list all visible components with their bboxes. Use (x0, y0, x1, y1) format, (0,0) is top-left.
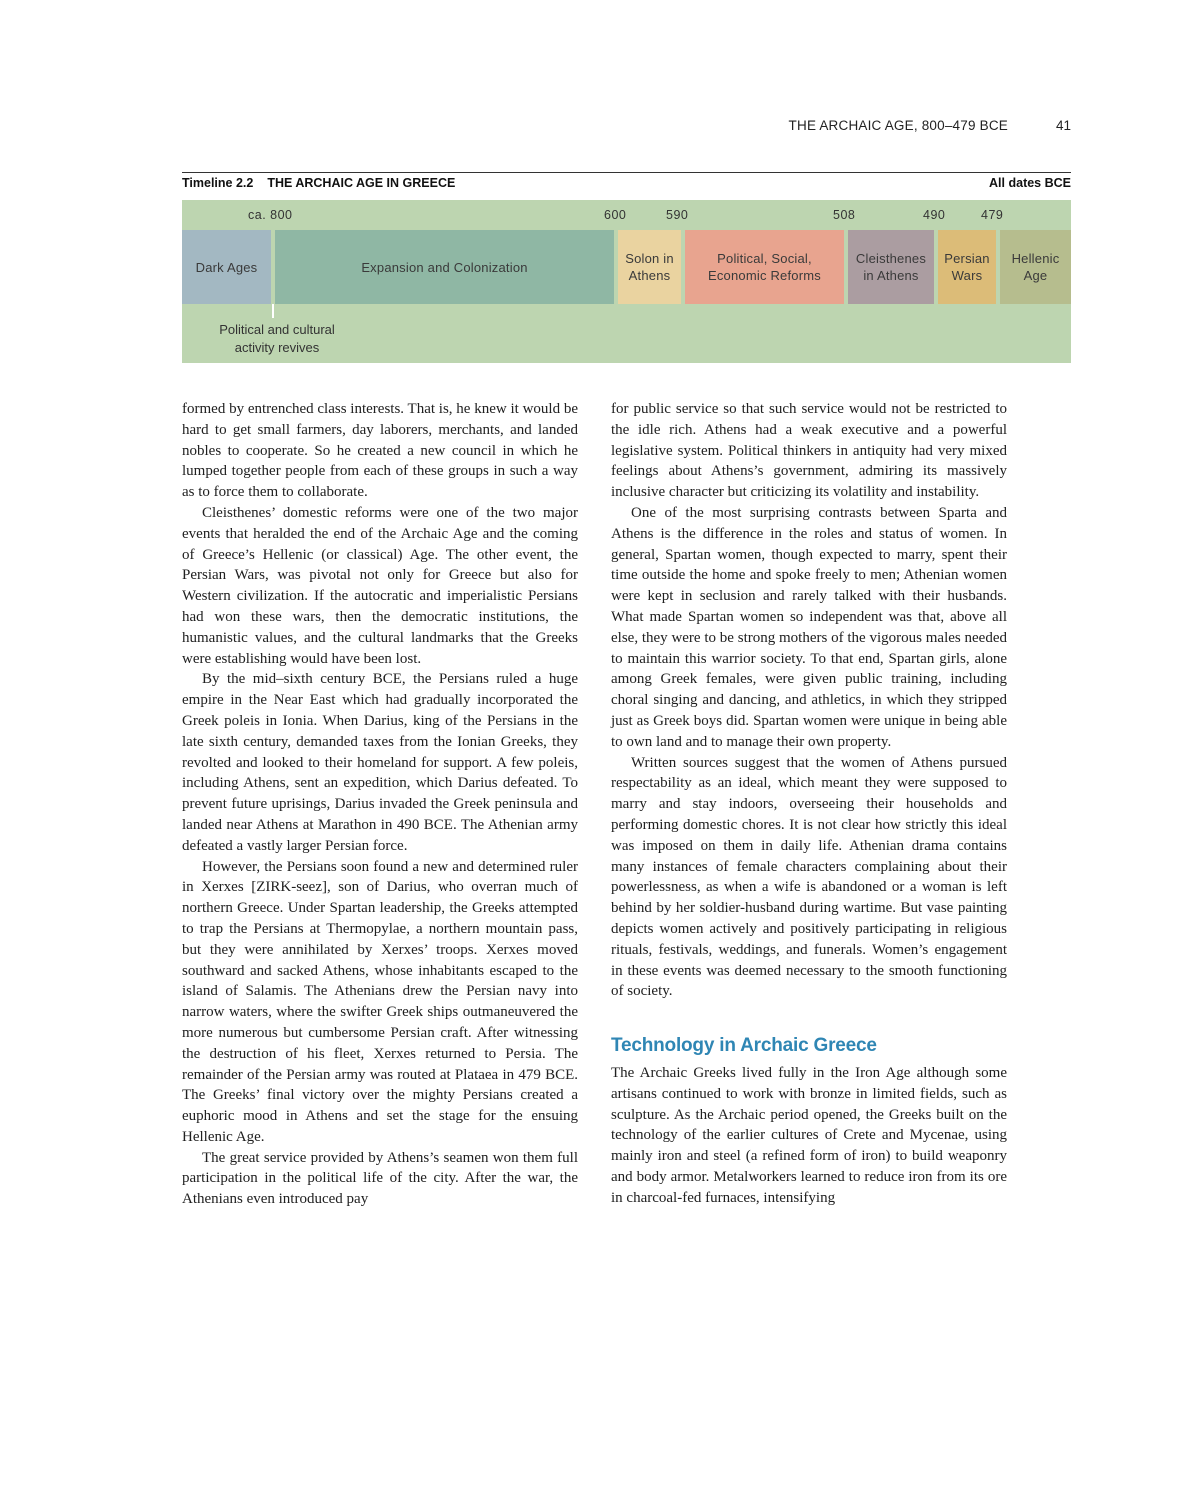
timeline-caption (182, 176, 455, 190)
body-column-left (182, 399, 578, 1210)
timeline-label: Timeline 2.2 (182, 176, 254, 190)
body-paragraph: formed by entrenched class interests. That is, he knew it would be hard to get small farmers, day laborers, merchants, and landed nobles to cooperate. So he created a new council in which he lumped together people from each of these groups in such a way as to force them to collaborate. (182, 401, 578, 501)
running-header (182, 118, 1071, 138)
timeline-period-reforms: Political, Social, Economic Reforms (685, 230, 844, 304)
body-paragraph: However, the Persians soon found a new and determined ruler in Xerxes [ZIRK-seez], son of Darius, who overran much of northern Greece. Under Spartan leadership, the Greeks attempted to trap the Persians at Thermopylae, a northern mountain pass, but they were annihilated by Xerxes’ troops. Xerxes moved southward and sacked Athens, whose inhabitants escaped to the island of Salamis. The Athenians drew the Persian navy into narrow waters, where the swifter Greek ships outmaneuvered the more numerous but cumbersome Persian craft. After witnessing the destruction of his fleet, Xerxes returned to Persia. The remainder of the Persian army was routed at Plataea in 479 BCE. The Greeks’ final victory over the mighty Persians created a euphoric mood in Athens and set the stage for the ensuing Hellenic Age. (182, 858, 578, 1145)
timeline-date-479: 479 (981, 208, 1004, 222)
timeline-pointer (272, 304, 274, 318)
timeline-top-rule (182, 172, 1071, 173)
timeline-note: Political and cultural activity revives (219, 322, 335, 355)
timeline-period-expansion: Expansion and Colonization (275, 230, 614, 304)
body-paragraph: By the mid–sixth century BCE, the Persians ruled a huge empire in the Near East which had gradually incorporated the Greek poleis in Ionia. When Darius, king of the Persians in the late sixth century, demanded taxes from the Ionian Greeks, they revolted and looked to their homeland for support. A few poleis, including Athens, sent an expedition, which Darius defeated. To prevent future uprisings, Darius invaded the Greek peninsula and landed near Athens at Marathon in 490 BCE. The Athenian army defeated a vastly larger Persian force. (182, 671, 578, 854)
body-paragraph: for public service so that such service would not be restricted to the idle rich. Athens had a weak executive and a powerful legislative system. Political thinkers in antiquity had very mixed feelings about Athens’s government, admiring its massively inclusive character but criticizing its volatility and instability. (611, 401, 1007, 501)
timeline-date-508: 508 (833, 208, 856, 222)
body-paragraph: Written sources suggest that the women of Athens pursued respectability as an ideal, which meant they were supposed to marry and stay indoors, overseeing their households and performing domestic chores. It is not clear how strictly this ideal was imposed on them in daily life. Athenian drama contains many instances of female characters complaining about their powerlessness, as when a wife is abandoned or a woman is left behind by her soldier-husband during wartime. But vase painting depicts women actively and positively participating in religious rituals, festivals, weddings, and funerals. Women’s engagement in these events was deemed necessary to the smooth functioning of society. (611, 754, 1007, 1000)
timeline-all-dates: All dates BCE (989, 176, 1071, 190)
body-paragraph: One of the most surprising contrasts between Sparta and Athens is the difference in the roles and status of women. In general, Spartan women, though expected to marry, spent their time outside the home and spoke freely to men; Athenian women were kept in seclusion and rarely talked with their husbands. What made Spartan women so independent was that, above all else, they were to be strong mothers of the vigorous males needed to maintain this warrior society. To that end, Spartan girls, alone among Greek females, were given public training, including choral singing and dancing, and athletics, in which they stripped just as Greek boys did. Spartan women were unique in being able to own land and to manage their own property. (611, 504, 1007, 750)
timeline-period-dark-ages: Dark Ages (182, 230, 271, 304)
timeline-period-cleisthenes: Cleisthenes in Athens (848, 230, 934, 304)
body-paragraph: Cleisthenes’ domestic reforms were one of the two major events that heralded the end of the Archaic Age and the coming of Greece’s Hellenic (or classical) Age. The other event, the Persian Wars, was pivotal not only for Greece but also for Western civilization. If the autocratic and imperialistic Persians had won these wars, then the democratic institutions, the humanistic values, and the cultural landmarks that the Greeks were establishing would have been lost. (182, 504, 578, 667)
timeline-period-hellenic-age: Hellenic Age (1000, 230, 1071, 304)
body-column-right (611, 399, 1007, 1208)
timeline-figure (182, 172, 1071, 363)
body-paragraph: The Archaic Greeks lived fully in the Iron Age although some artisans continued to work with bronze in limited fields, such as sculpture. As the Archaic period opened, the Greeks built on the technology of the earlier cultures of Crete and Mycenae, using mainly iron and steel (a refined form of iron) to build weaponry and body armor. Metalworkers learned to reduce iron from its ore in charcoal-fed furnaces, intensifying (611, 1064, 1007, 1206)
timeline-date-490: 490 (923, 208, 946, 222)
timeline-period-persian-wars: Persian Wars (938, 230, 996, 304)
page-number: 41 (1055, 118, 1071, 133)
timeline-date-590: 590 (666, 208, 689, 222)
timeline-date-ca800: ca. 800 (248, 208, 293, 222)
body-paragraph: The great service provided by Athens’s seamen won them full participation in the political life of the city. After the war, the Athenians even introduced pay (182, 1149, 578, 1208)
timeline-date-600: 600 (604, 208, 627, 222)
timeline-period-solon: Solon in Athens (618, 230, 681, 304)
section-heading: Technology in Archaic Greece (611, 1035, 877, 1057)
running-head-title: THE ARCHAIC AGE, 800–479 BCE (788, 118, 1008, 133)
timeline-title: THE ARCHAIC AGE IN GREECE (267, 176, 456, 190)
